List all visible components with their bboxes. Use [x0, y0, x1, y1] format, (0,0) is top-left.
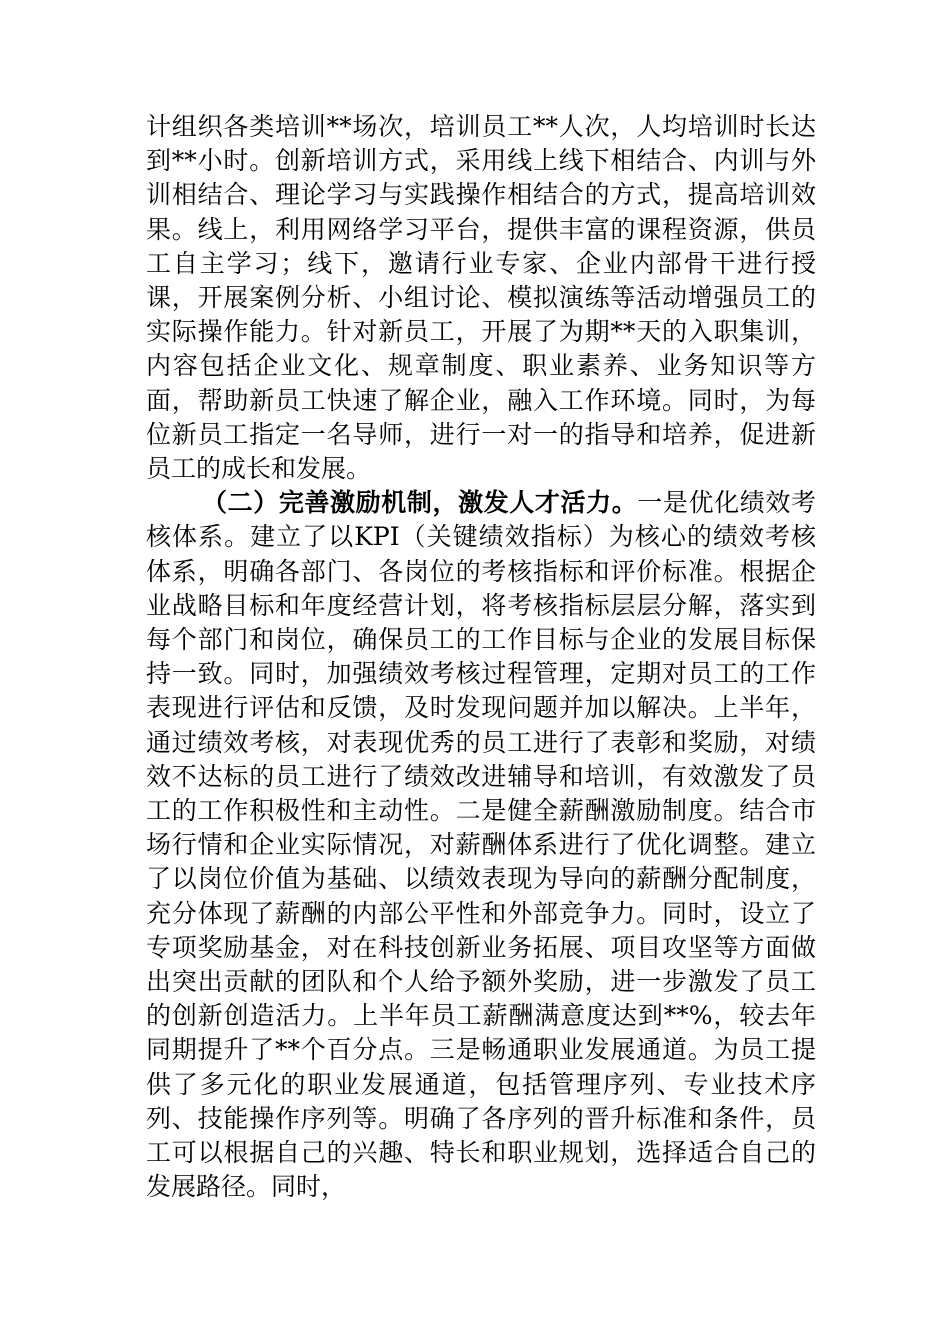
paragraph-incentive [146, 486, 816, 1204]
document-page [146, 110, 816, 1205]
paragraph-incentive-body: 一是优化绩效考核体系。建立了以KPI（关键绩效指标）为核心的绩效考核体系，明确各部门、各岗位的考核指标和评价标准。根据企业战略目标和年度经营计划，将考核指标层层分解，落实到每个部门和岗位，确保员工的工作目标与企业的发展目标保持一致。同时，加强绩效考核过程管理，定期对员工的工作表现进行评估和反馈，及时发现问题并加以解决。上半年，通过绩效考核，对表现优秀的员工进行了表彰和奖励，对绩效不达标的员工进行了绩效改进辅导和培训，有效激发了员工的工作积极性和主动性。二是健全薪酬激励制度。结合市场行情和企业实际情况，对薪酬体系进行了优化调整。建立了以岗位价值为基础、以绩效表现为导向的薪酬分配制度，充分体现了薪酬的内部公平性和外部竞争力。同时，设立了专项奖励基金，对在科技创新业务拓展、项目攻坚等方面做出突出贡献的团队和个人给予额外奖励，进一步激发了员工的创新创造活力。上半年员工薪酬满意度达到**%，较去年同期提升了**个百分点。三是畅通职业发展通道。为员工提供了多元化的职业发展通道，包括管理序列、专业技术序列、技能操作序列等。明确了各序列的晋升标准和条件，员工可以根据自己的兴趣、特长和职业规划，选择适合自己的发展路径。同时， [146, 488, 816, 1202]
section-heading-incentive: （二）完善激励机制，激发人才活力。 [202, 488, 638, 518]
paragraph-training: 计组织各类培训**场次，培训员工**人次，人均培训时长达到**小时。创新培训方式，采用线上线下相结合、内训与外训相结合、理论学习与实践操作相结合的方式，提高培训效果。线上，利用网络学习平台，提供丰富的课程资源，供员工自主学习；线下，邀请行业专家、企业内部骨干进行授课，开展案例分析、小组讨论、模拟演练等活动增强员工的实际操作能力。针对新员工，开展了为期**天的入职集训，内容包括企业文化、规章制度、职业素养、业务知识等方面，帮助新员工快速了解企业，融入工作环境。同时，为每位新员工指定一名导师，进行一对一的指导和培养，促进新员工的成长和发展。 [146, 112, 816, 484]
